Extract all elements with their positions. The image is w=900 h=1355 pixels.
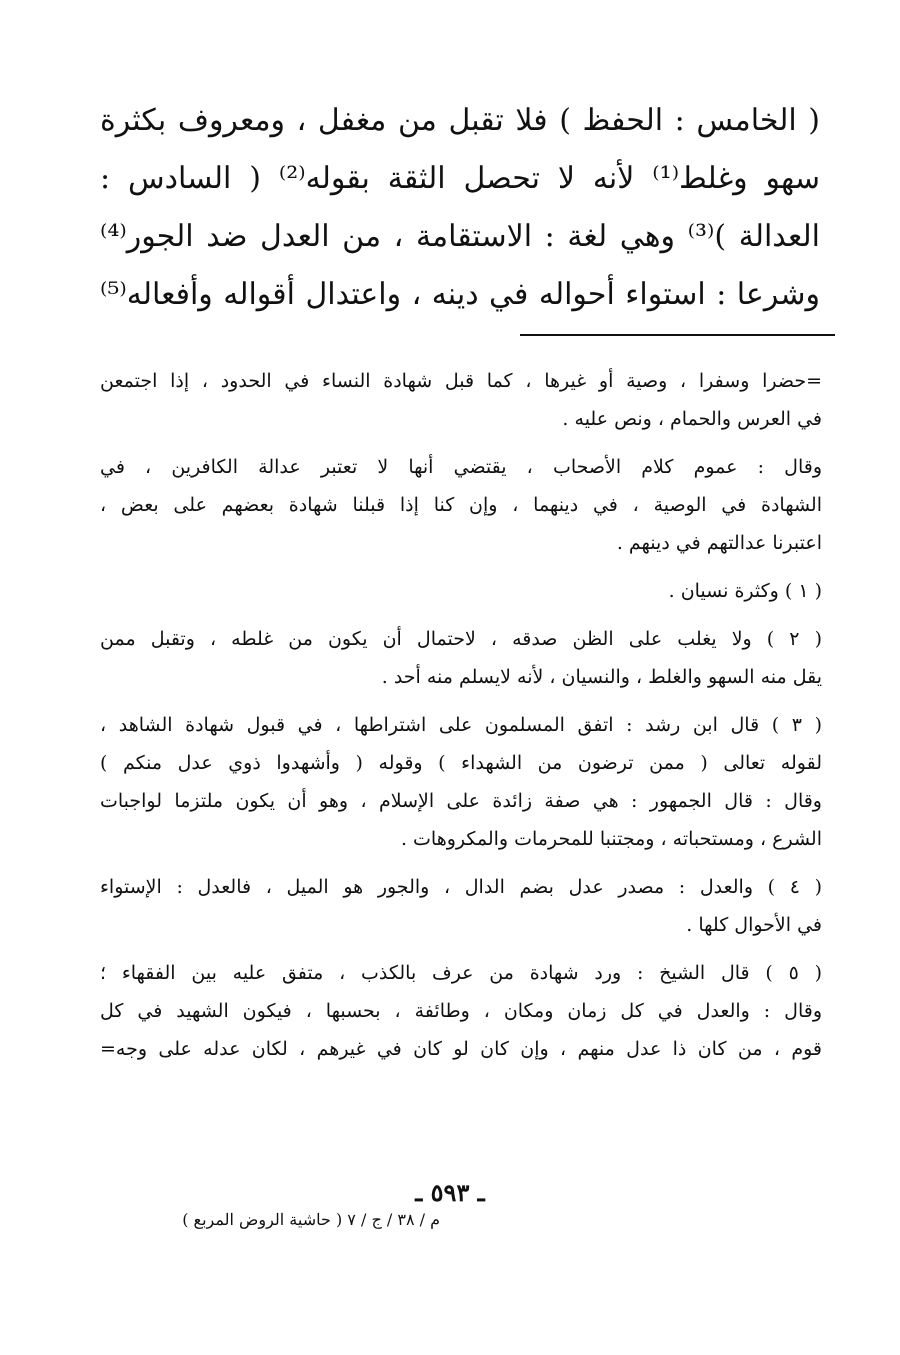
printer-signature: م / ٣٨ / ج / ٧ ( حاشية الروض المربع )	[182, 1210, 440, 1229]
footnote-line: وقال : والعدل في كل زمان ومكان ، وطائفة ، بحسبها ، فيكون الشهيد في كل	[100, 1000, 822, 1022]
main-text-line: سهو وغلط⁽¹⁾ لأنه لا تحصل الثقة بقوله⁽²⁾ ( السادس :	[100, 161, 820, 196]
footnote-1	[100, 572, 822, 610]
footnote-line: وقال : عموم كلام الأصحاب ، يقتضي أنها لا تعتبر عدالة الكافرين ، في	[100, 456, 822, 478]
footnote-line: لقوله تعالى ( ممن ترضون من الشهداء ) وقوله ( وأشهدوا ذوي عدل منكم )	[100, 752, 822, 774]
page-number: ـ ٥٩٣ ـ	[415, 1178, 485, 1207]
main-text	[100, 92, 820, 324]
main-text-line: ( الخامس : الحفظ ) فلا تقبل من مغفل ، ومعروف بكثرة	[100, 103, 820, 138]
footnote-line: في الأحوال كلها .	[686, 914, 822, 936]
footnote-line: في العرس والحمام ، ونص عليه .	[562, 408, 822, 430]
footnote-line: =حضرا وسفرا ، وصية أو غيرها ، كما قبل شهادة النساء في الحدود ، إذا اجتمعن	[100, 370, 822, 392]
footnote-continuation	[100, 362, 822, 438]
footnote-line: قوم ، من كان ذا عدل منهم ، وإن كان لو كان في غيرهم ، لكان عدله على وجه=	[100, 1038, 822, 1060]
footnote-line: وقال : قال الجمهور : هي صفة زائدة على الإسلام ، وهو أن يكون ملتزما لواجبات	[100, 790, 822, 812]
footnote-paragraph	[100, 448, 822, 562]
main-text-line: العدالة )⁽³⁾ وهي لغة : الاستقامة ، من العدل ضد الجور⁽⁴⁾	[100, 219, 820, 254]
footnote-line: ( ٤ ) والعدل : مصدر عدل بضم الدال ، والجور هو الميل ، فالعدل : الإستواء	[100, 876, 822, 898]
footnote-3	[100, 706, 822, 858]
footnote-line: ( ٢ ) ولا يغلب على الظن صدقه ، لاحتمال أن يكون من غلطه ، وتقبل ممن	[100, 628, 822, 650]
footnote-line: الشرع ، ومستحباته ، ومجتنبا للمحرمات والمكروهات .	[400, 828, 822, 850]
footnote-5	[100, 954, 822, 1068]
footnote-line: ( ٥ ) قال الشيخ : ورد شهادة من عرف بالكذب ، متفق عليه بين الفقهاء ؛	[100, 962, 822, 984]
footnote-line: ( ٣ ) قال ابن رشد : اتفق المسلمون على اشتراطها ، في قبول شهادة الشاهد ،	[100, 714, 822, 736]
footnote-4	[100, 868, 822, 944]
footnote-line: الشهادة في الوصية ، في دينهما ، وإن كنا إذا قبلنا شهادة بعضهم على بعض ،	[100, 494, 822, 516]
footnote-line: يقل منه السهو والغلط ، والنسيان ، لأنه لايسلم منه أحد .	[381, 666, 822, 688]
footnote-2	[100, 620, 822, 696]
footnote-line: اعتبرنا عدالتهم في دينهم .	[616, 532, 822, 554]
footnotes	[100, 362, 822, 1078]
footnote-separator	[520, 334, 835, 336]
footnote-line: ( ١ ) وكثرة نسيان .	[668, 580, 822, 602]
main-text-line: وشرعا : استواء أحواله في دينه ، واعتدال أقواله وأفعاله⁽⁵⁾	[100, 277, 820, 312]
